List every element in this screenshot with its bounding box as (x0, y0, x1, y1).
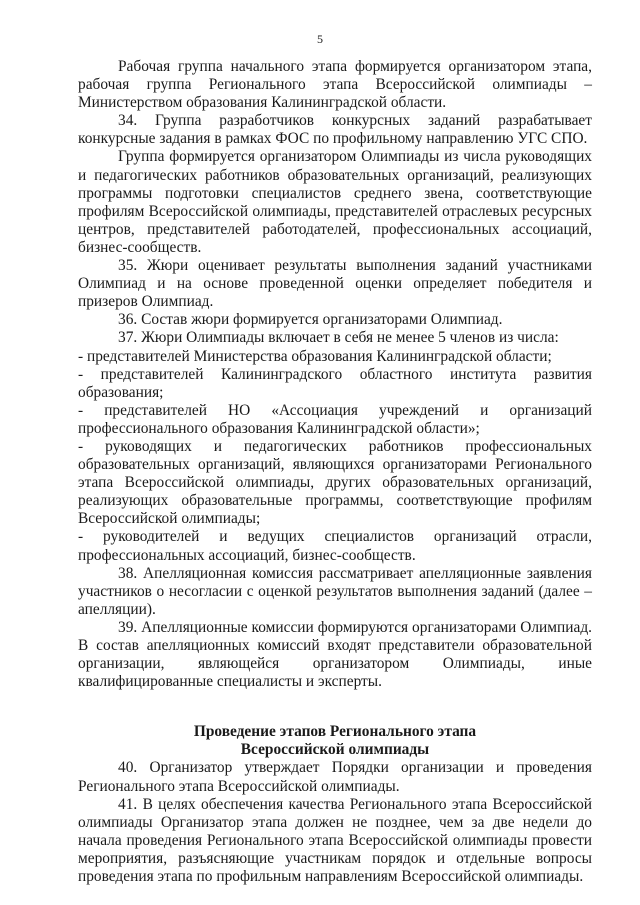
paragraph-38: 38. Апелляционная комиссия рассматривает апелляционные заявления участников о несогласии с оценкой результатов выполнения заданий (далее – апелляции). (78, 564, 592, 618)
paragraph-34: 34. Группа разработчиков конкурсных заданий разрабатывает конкурсные задания в рамках ФОС по профильному направлению УГС СПО. (78, 112, 592, 148)
page-number: 5 (317, 32, 323, 46)
paragraph-40: 40. Организатор утверждает Порядки организации и проведения Регионального этапа Всероссийской олимпиады. (78, 759, 592, 795)
paragraph-group-formation: Группа формируется организатором Олимпиады из числа руководящих и педагогических работников образовательных организаций, реализующих программы подготовки специалистов среднего звена, соответствующие профилям Всероссийской олимпиады, представителей отраслевых ресурсных центров, представителей работодателей, профессиональных ассоциаций, бизнес-сообществ. (78, 148, 592, 256)
section-heading-line-2: Всероссийской олимпиады (240, 741, 430, 759)
list-item-teachers: - руководящих и педагогических работников профессиональных образовательных организаций, являющихся организаторами Регионального этапа Всероссийской олимпиады, других образовательных организаций, реализующих образовательные программы, соответствующие профилям Всероссийской олимпиады; (78, 437, 592, 528)
list-item-industry: - руководителей и ведущих специалистов организаций отрасли, профессиональных ассоциаций, бизнес-сообществ. (78, 528, 592, 564)
section-heading-line-1: Проведение этапов Регионального этапа (193, 723, 477, 741)
list-item-association: - представителей НО «Ассоциация учреждений и организаций профессионального образования Калининградской области»; (78, 401, 592, 437)
paragraph-37: 37. Жюри Олимпиады включает в себя не менее 5 членов из числа: (118, 329, 559, 347)
document-body (78, 58, 592, 886)
paragraph-41: 41. В целях обеспечения качества Регионального этапа Всероссийской олимпиады Организатор этапа должен не позднее, чем за две недели до начала проведения Регионального этапа Всероссийской олимпиады провести мероприятия, разъясняющие участникам порядок и отдельные вопросы проведения этапа по профильным направлениям Всероссийской олимпиады. (78, 795, 592, 886)
paragraph-working-group: Рабочая группа начального этапа формируется организатором этапа, рабочая группа Регионального этапа Всероссийской олимпиады – Министерством образования Калининградской области. (78, 58, 592, 112)
paragraph-39: 39. Апелляционные комиссии формируются организаторами Олимпиад. В состав апелляционных комиссий входят представители образовательной организации, являющейся организатором Олимпиады, иные квалифицированные специалисты и эксперты. (78, 618, 592, 691)
paragraph-36: 36. Состав жюри формируется организаторами Олимпиад. (118, 311, 503, 329)
list-item-ministry: - представителей Министерства образования Калининградской области; (78, 347, 552, 365)
section-heading (78, 723, 592, 759)
list-item-institute: - представителей Калининградского областного института развития образования; (78, 365, 592, 401)
paragraph-35: 35. Жюри оценивает результаты выполнения заданий участниками Олимпиад и на основе проведенной оценки определяет победителя и призеров Олимпиад. (78, 257, 592, 311)
